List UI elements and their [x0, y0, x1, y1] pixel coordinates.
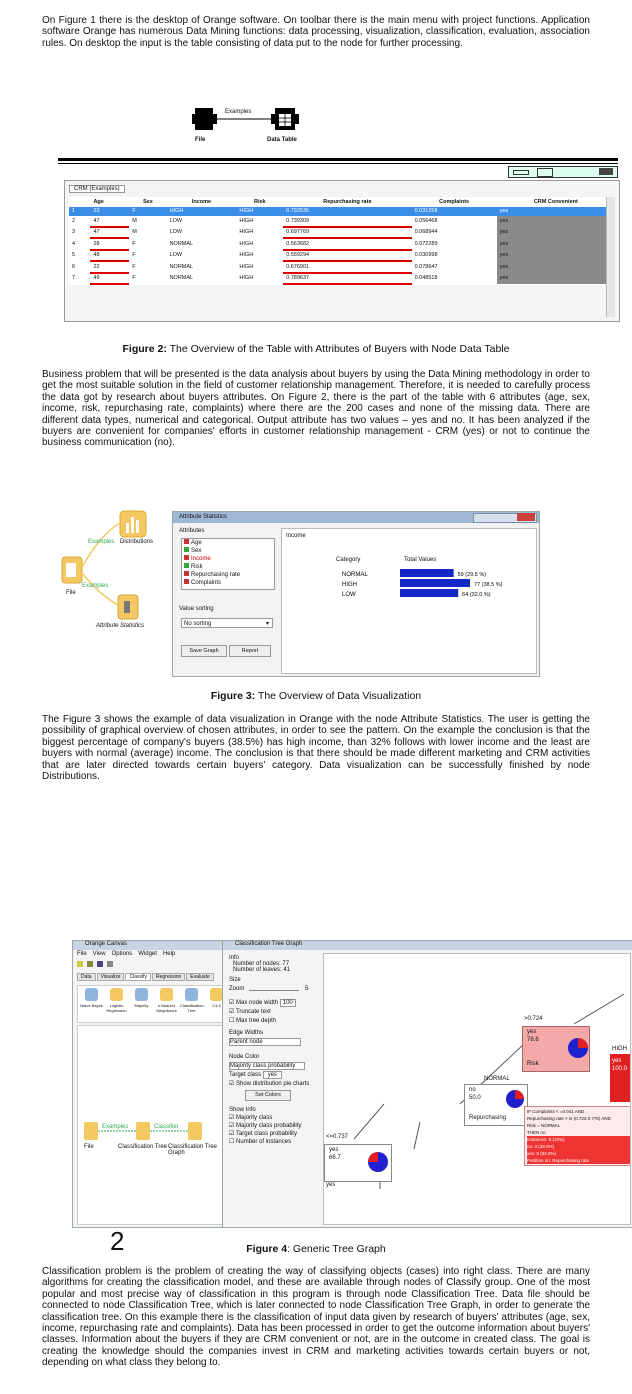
table-cell: yes: [497, 261, 615, 273]
column-header[interactable]: Income: [191, 198, 212, 205]
tooltip-line: Instances: 8 (10%): [527, 1136, 631, 1143]
menu-item[interactable]: Widget: [138, 951, 157, 957]
file-node-label-2: File: [66, 590, 76, 596]
truncate-text-check[interactable]: ☑ Truncate text: [229, 1009, 271, 1015]
widget-button[interactable]: [80, 988, 103, 1020]
window-titlebar: [173, 512, 539, 523]
menu-item[interactable]: Help: [162, 951, 176, 957]
report-button[interactable]: Report: [229, 645, 271, 657]
widget-tab[interactable]: Classify: [125, 973, 151, 981]
examples-link-2: Examples: [82, 583, 109, 589]
table-cell: yes: [497, 250, 615, 262]
set-colors-button[interactable]: Set Colors: [245, 1090, 291, 1101]
widget-button[interactable]: [155, 988, 178, 1020]
tree-node-root[interactable]: [522, 1026, 590, 1072]
max-tree-depth-check[interactable]: ☐ Max tree depth: [229, 1018, 277, 1024]
column-header[interactable]: Complaints: [439, 198, 470, 205]
table-cell: 47: [90, 216, 129, 227]
table-cell: 0.559294: [283, 250, 411, 262]
bar-value-label: 59 (29.5 %): [457, 572, 487, 578]
leaf-yes-label: yes: [326, 1182, 336, 1188]
figure-2-caption: Figure 2: The Overview of the Table with Attributes of Buyers with Node Data Table: [122, 343, 510, 355]
tree-window-title: Classification Tree Graph: [223, 941, 632, 950]
widget-label: k Nearest Neighbours: [156, 1003, 177, 1013]
new-icon[interactable]: [77, 961, 83, 967]
table-cell: HIGH: [239, 275, 254, 282]
table-cell: M: [132, 218, 137, 225]
data-table: [69, 197, 615, 285]
attribute-type-icon: [184, 539, 189, 544]
workspace: [77, 1025, 231, 1225]
table-cell: yes: [497, 227, 615, 239]
size-label: Size: [229, 977, 241, 983]
tooltip-line: Repurchasing rate > in (0.724,0.775) AND: [527, 1116, 611, 1121]
table-cell: HIGH: [239, 252, 254, 259]
normal-value: 50.0: [469, 1095, 481, 1101]
tooltip-line: yes: 5 (62.0%): [527, 1150, 631, 1157]
node-classification-tree: Classification Tree: [118, 1144, 168, 1150]
examples-link: Examples: [102, 1124, 129, 1130]
table-cell: HIGH: [239, 218, 254, 225]
table-cell: 48: [90, 250, 129, 262]
table-tab[interactable]: CRM (Examples): [69, 185, 125, 193]
bar-value-label: 77 (38.5 %): [474, 582, 503, 588]
table-header-row: [69, 197, 615, 207]
tooltip-line: Risk = NORMAL: [527, 1123, 561, 1128]
table-cell: 0.068944: [414, 229, 438, 236]
save-graph-button[interactable]: Save Graph: [181, 645, 227, 657]
sorting-select[interactable]: No sorting ▾: [181, 618, 273, 628]
table-cell: 47: [90, 227, 129, 239]
chart-area: [281, 528, 537, 674]
root-value: 78.6: [527, 1037, 539, 1043]
chart-title: Income: [286, 533, 306, 539]
info-leaves: Number of leaves: 41: [233, 967, 291, 973]
minimize-icon[interactable]: [513, 170, 529, 175]
bar-value-label: 64 (32.0 %): [462, 592, 491, 598]
close-icon[interactable]: [517, 513, 535, 521]
chevron-down-icon: ▾: [265, 621, 269, 627]
classifier-link: Classifier: [154, 1124, 179, 1130]
table-cell: HIGH: [239, 208, 254, 215]
node-color-select[interactable]: Majority class probability: [229, 1062, 305, 1070]
income-bar: [400, 589, 458, 597]
column-header[interactable]: Risk: [253, 198, 266, 205]
edge-widths-label: Edge Widths: [229, 1030, 264, 1036]
left-split-label: <=0.737: [326, 1134, 349, 1140]
attributes-list[interactable]: [181, 538, 275, 590]
category-header: Category: [336, 557, 361, 563]
normal-attribute: Repurchasing: [469, 1115, 507, 1121]
figure-3-caption: Figure 3: The Overview of Data Visualization: [210, 690, 422, 702]
settings-icon[interactable]: [107, 961, 113, 967]
column-header[interactable]: Repurchasing rate: [323, 198, 372, 205]
table-cell: 0.739309: [283, 216, 411, 227]
widget-label: Classification Tree: [180, 1003, 204, 1013]
table-cell: M: [132, 229, 137, 236]
table-cell: 1: [72, 208, 76, 215]
distributions-label: Distributions: [120, 539, 154, 545]
attribute-type-icon: [184, 555, 189, 560]
attribute-type-icon: [184, 547, 189, 552]
menu-item[interactable]: File: [77, 951, 87, 957]
table-cell: 22: [90, 261, 129, 273]
income-bar: [400, 579, 470, 587]
zoom-label: Zoom: [229, 986, 245, 992]
table-cell: NORMAL: [169, 240, 194, 247]
table-cell: 5: [72, 252, 76, 259]
widget-button[interactable]: [130, 988, 153, 1020]
table-scrollbar[interactable]: [606, 197, 615, 317]
attribute-item[interactable]: Sex: [182, 547, 274, 555]
table-frame: [64, 180, 620, 322]
table-cell: 7: [72, 275, 76, 282]
tooltip-line: IF Complaints < =0.041 AND: [527, 1109, 585, 1114]
figure-4-caption: Figure 4: Generic Tree Graph: [246, 1243, 386, 1255]
examples-link-label: Examples: [225, 109, 252, 115]
tooltip-line: THEN no: [527, 1130, 546, 1135]
widget-label: Logistic Regression: [106, 1003, 127, 1013]
category-tick-label: LOW: [342, 592, 356, 598]
menu-bar: [77, 951, 227, 957]
show-info-check[interactable]: ☑ Target class probability: [229, 1131, 297, 1137]
tree-canvas: [323, 953, 631, 1225]
left-value: 66.7: [329, 1155, 341, 1161]
attribute-item[interactable]: Income: [182, 555, 274, 563]
total-values-header: Total Values: [404, 557, 437, 563]
node-file: File: [84, 1144, 94, 1150]
table-cell: 4: [72, 240, 76, 247]
table-cell: 0.056468: [414, 218, 438, 225]
root-attribute: Risk: [527, 1061, 539, 1067]
table-row[interactable]: [69, 238, 615, 250]
table-cell: F: [132, 240, 136, 247]
widget-tab[interactable]: Evaluate: [186, 973, 213, 981]
attribute-statistics-label: Attribute Statistics: [96, 623, 145, 629]
edge-widths-select[interactable]: Parent node: [229, 1038, 301, 1046]
table-row[interactable]: [69, 207, 615, 217]
table-cell: LOW: [169, 252, 183, 259]
examples-link-1: Examples: [88, 539, 115, 545]
table-cell: 0.031258: [414, 208, 438, 215]
table-cell: LOW: [169, 218, 183, 225]
column-header[interactable]: Age: [93, 198, 104, 205]
node-color-label: Node Color: [229, 1054, 260, 1060]
normal-pie-icon: [505, 1089, 525, 1109]
high-label: HIGH: [612, 1046, 627, 1052]
tree-tooltip: [524, 1106, 631, 1166]
attribute-item[interactable]: Repurchasing rate: [182, 571, 274, 579]
table-cell: LOW: [169, 229, 183, 236]
table-cell: 0.048518: [414, 275, 438, 282]
attribute-item[interactable]: Complaints: [182, 579, 274, 587]
table-cell: 3: [72, 229, 76, 236]
attribute-item[interactable]: Risk: [182, 563, 274, 571]
root-split-label: >0.724: [524, 1016, 543, 1022]
widget-button[interactable]: [180, 988, 203, 1020]
widget-icon: [135, 988, 148, 1001]
target-class-row[interactable]: Target class yes: [229, 1072, 319, 1078]
table-cell: F: [132, 208, 136, 215]
widget-label: C4.5: [212, 1003, 221, 1008]
max-node-width-row[interactable]: ☑ Max node width 100: [229, 999, 319, 1006]
root-pie-icon: [567, 1037, 589, 1059]
table-cell: NORMAL: [169, 275, 194, 282]
table-cell: 0.697769: [283, 227, 411, 239]
page-number: 2: [110, 1226, 125, 1256]
menu-item[interactable]: Options: [111, 951, 133, 957]
table-cell: 2: [72, 218, 76, 225]
column-header[interactable]: [69, 197, 90, 207]
window-controls[interactable]: [508, 166, 618, 178]
table-row[interactable]: [69, 250, 615, 262]
table-cell: 0.563682: [283, 238, 411, 250]
attribute-type-icon: [184, 563, 189, 568]
widget-tabs: [77, 973, 229, 981]
table-cell: HIGH: [239, 263, 254, 270]
left-class: yes: [329, 1147, 339, 1153]
attribute-item[interactable]: Age: [182, 539, 274, 547]
table-row[interactable]: [69, 216, 615, 227]
paragraph-3: The Figure 3 shows the example of data visualization in Orange with the node Attribute Statistics. The user is getting the possibility of graphical overview of chosen attributes, in order to see the pattern. On the example the conclusion is that the biggest percentage of company's buyers (38.5%) has high income, than 32% follows with lower income and the least are buyers with normal (average) income. The conclusion is that there should be made different marketing and CRM activities that are later directed towards certain buyers' category. Data visualization can be successfully finished by node Distributions.: [42, 714, 590, 783]
window-title: Attribute Statistics: [179, 514, 228, 520]
figure-2-data-table: [58, 158, 618, 320]
normal-label: NORMAL: [484, 1076, 510, 1082]
table-row[interactable]: [69, 227, 615, 239]
info-label: Info: [229, 955, 240, 961]
table-cell: 6: [72, 263, 76, 270]
table-row[interactable]: [69, 261, 615, 273]
table-cell: 0.030998: [414, 252, 438, 259]
income-bar: [400, 569, 454, 577]
left-pie-icon: [367, 1151, 389, 1173]
widget-button[interactable]: [105, 988, 128, 1020]
attribute-statistics-window: [172, 511, 540, 677]
table-row[interactable]: [69, 273, 615, 285]
tooltip-line: no: 3 (38.0%): [527, 1143, 631, 1150]
intro-paragraph: On Figure 1 there is the desktop of Orange software. On toolbar there is the main menu with project functions. Application software Orange has numerous Data Mining functions: data processing, visualization, classification, evaluation, association rules. On desktop the input is the table consisting of data put to the node for further processing.: [42, 15, 590, 49]
category-tick-label: NORMAL: [342, 572, 368, 578]
table-cell: F: [132, 275, 136, 282]
widget-label: Majority: [134, 1003, 149, 1008]
income-bar-chart: [282, 567, 536, 607]
high-value: 100.0: [612, 1066, 628, 1072]
table-cell: 0.676901: [283, 261, 411, 273]
canvas-title: Orange Canvas: [73, 941, 233, 950]
widget-icon: [185, 988, 198, 1001]
table-cell: yes: [497, 273, 615, 285]
table-cell: F: [132, 263, 136, 270]
open-icon[interactable]: [87, 961, 93, 967]
tree-node-normal[interactable]: [464, 1084, 528, 1126]
table-cell: NORMAL: [169, 263, 194, 270]
widget-tab[interactable]: Visualize: [97, 973, 125, 981]
classification-tree-graph-window: [222, 940, 632, 1228]
show-info-check[interactable]: ☑ Majority class probability: [229, 1123, 302, 1129]
table-cell: HIGH: [239, 229, 254, 236]
table-cell: 49: [90, 273, 129, 285]
table-cell: 23: [93, 208, 100, 215]
orange-canvas-window: [72, 940, 234, 1228]
value-sorting-label: Value sorting: [179, 606, 214, 612]
column-header[interactable]: Sex: [142, 198, 153, 205]
table-cell: yes: [497, 216, 615, 227]
data-table-node-label: Data Table: [267, 137, 297, 143]
maximize-icon[interactable]: [537, 168, 553, 177]
attribute-type-icon: [184, 571, 189, 576]
tooltip-line: Partition on: Repurchasing rate: [527, 1157, 631, 1164]
widget-tab[interactable]: Regression: [152, 973, 185, 981]
table-cell: HIGH: [239, 240, 254, 247]
show-info-check[interactable]: ☑ Majority class: [229, 1115, 273, 1121]
widget-icon: [110, 988, 123, 1001]
column-header[interactable]: CRM Convenient: [533, 198, 578, 205]
paragraph-4: Classification problem is the problem of creating the way of classifying objects (cases) into right class. There are many algorithms for creating the classification model, and these are available through nodes of Classify group. One of the most popular and most precise way of classification in this program is through node Classification Tree. Data file should be connected to node Classification Tree, which is later connected to node Classification Tree Graph, in order to generate the classification tree. On this example there is the classification of input data given by research of buyers' attributes (age, sex, income, repurchasing rate and complaints). Data has been processed in order to get the outcome information about buyers' classes. Information about the buyers if they are CRM convenient or not, are in the outcome in created class. The goal is creating the knowledge should the companies invest in CRM and marketing activities towards certain buyers or not, depending on what class they belong to.: [42, 1266, 590, 1369]
table-cell: HIGH: [169, 208, 184, 215]
show-pies-check[interactable]: ☑ Show distribution pie charts: [229, 1081, 310, 1087]
normal-class: no: [469, 1087, 476, 1093]
show-info-check[interactable]: ☐ Number of instances: [229, 1139, 292, 1145]
zoom-slider[interactable]: [249, 990, 299, 991]
node-classification-tree-graph: Classification Tree Graph: [168, 1144, 218, 1156]
figure-4: [72, 940, 632, 1228]
figure-1: [185, 102, 315, 150]
show-info-label: Show Info: [229, 1107, 256, 1113]
widget-label: Naive Bayes: [80, 1003, 103, 1008]
tree-node-high[interactable]: [610, 1046, 631, 1102]
figure-3: [60, 505, 560, 685]
table-cell: 0.078647: [414, 263, 438, 270]
table-cell: 0.792535: [286, 208, 310, 215]
widget-icon: [160, 988, 173, 1001]
table-cell: 0.789637: [283, 273, 411, 285]
paragraph-2: Business problem that will be presented is the data analysis about buyers by using the Data Mining methodology in order to get the most suitable solution in the field of customer relationship management. Therefore, it is needed to carefully process the data got by research about buyers attributes. On Figure 2, there is the part of the table with 6 attributes (age, sex, income, risk, repurchasing rate, complaints) where there are the 200 cases and none of the missing data. There are different data types, numerical and categorical. Output attribute has two values – yes and no. It has been analyzed if the buyers are convenient for companies' efforts in customer relationship management - CRM (yes) or not to continue the business communication (no).: [42, 369, 590, 449]
table-cell: 28: [90, 238, 129, 250]
file-node-label: File: [195, 137, 206, 143]
high-class: yes: [612, 1058, 622, 1064]
table-cell: F: [132, 252, 136, 259]
info-nodes: Number of nodes: 77: [233, 961, 290, 967]
zoom-row: [229, 986, 319, 995]
toolbar: [77, 961, 137, 969]
category-tick-label: HIGH: [342, 582, 357, 588]
tree-node-left[interactable]: [324, 1144, 392, 1182]
menu-item[interactable]: View: [92, 951, 106, 957]
widget-palette: [77, 985, 231, 1023]
table-cell: 0.072289: [414, 240, 438, 247]
attributes-label: Attributes: [179, 528, 205, 534]
table-cell: yes: [497, 238, 615, 250]
close-icon[interactable]: [599, 168, 613, 175]
save-icon[interactable]: [97, 961, 103, 967]
zoom-value: 5: [305, 986, 309, 992]
root-class: yes: [527, 1029, 537, 1035]
table-cell: yes: [497, 207, 615, 217]
widget-tab[interactable]: Data: [77, 973, 96, 981]
widget-icon: [85, 988, 98, 1001]
attribute-type-icon: [184, 579, 189, 584]
